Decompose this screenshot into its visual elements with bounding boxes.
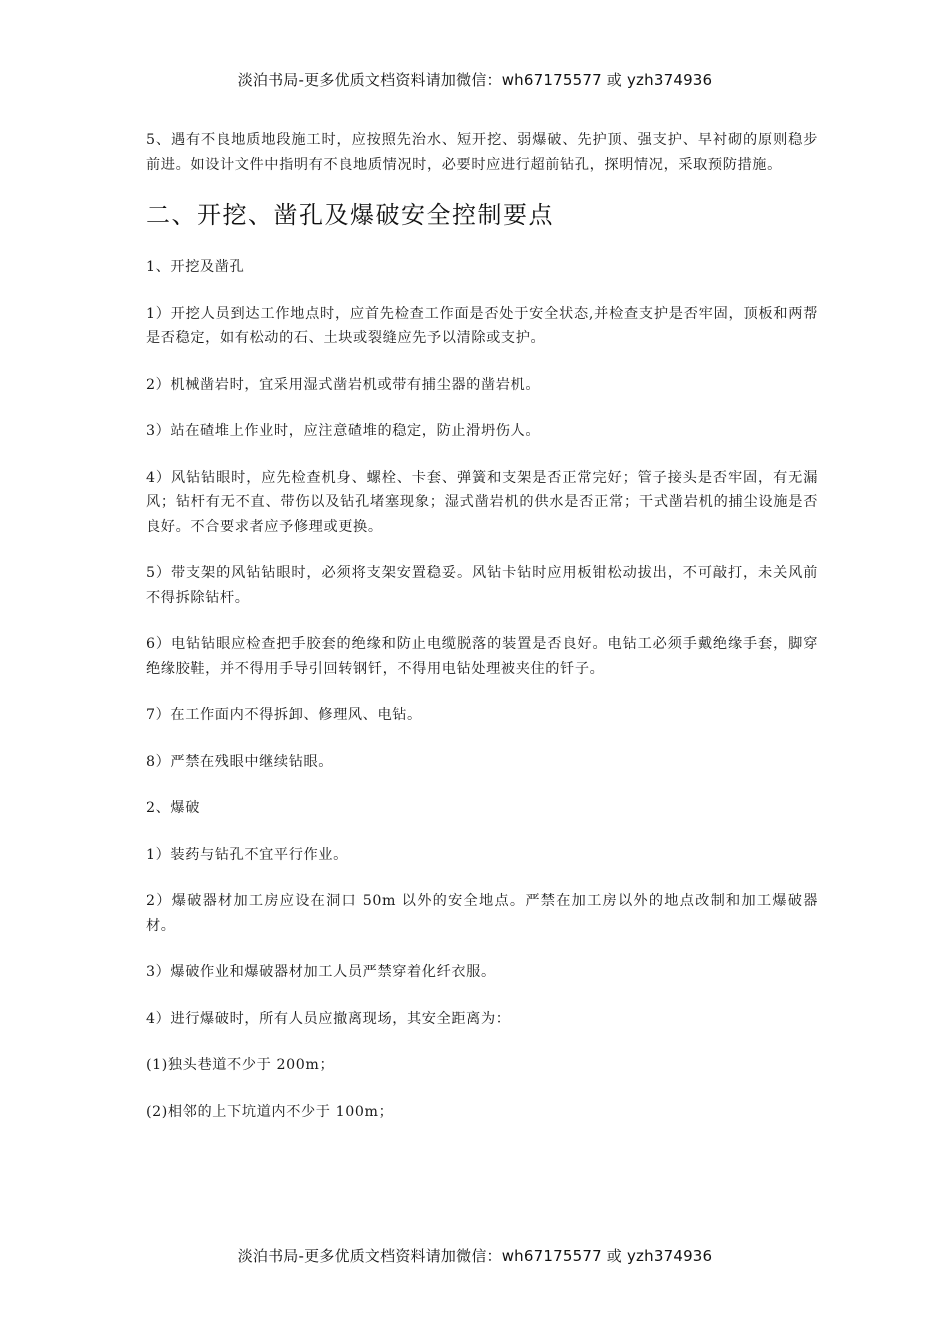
list-item: (1)独头巷道不少于 200m； (146, 1057, 335, 1073)
list-item: 4）进行爆破时，所有人员应撤离现场，其安全距离为： (146, 1010, 511, 1027)
header-watermark: 淡泊书局-更多优质文档资料请加微信：wh67175577 或 yzh374936 (237, 71, 713, 89)
list-item: 1）装药与钻孔不宜平行作业。 (146, 846, 348, 863)
list-item: 4）风钻钻眼时，应先检查机身、螺栓、卡套、弹簧和支架是否正常完好；管子接头是否牢固，有无漏风；钻杆有无不直、带伤以及钻孔堵塞现象；湿式凿岩机的供水是否正常；干式凿岩机的捕尘设施是否良好。不合要求者应予修理或更换。 (146, 469, 818, 535)
document-body (146, 128, 818, 1146)
list-item: 2）机械凿岩时，宜采用湿式凿岩机或带有捕尘器的凿岩机。 (146, 376, 541, 393)
list-item: 7）在工作面内不得拆卸、修理风、电钻。 (146, 707, 422, 723)
subsection-title-excavation: 1、开挖及凿孔 (146, 259, 245, 275)
list-item: (2)相邻的上下坑道内不少于 100m； (146, 1103, 394, 1120)
section-heading: 二、开挖、凿孔及爆破安全控制要点 (146, 201, 554, 229)
list-item: 8）严禁在残眼中继续钻眼。 (146, 753, 334, 770)
list-item: 3）站在碴堆上作业时，应注意碴堆的稳定，防止滑坍伤人。 (146, 423, 541, 439)
list-item: 6）电钻钻眼应检查把手胶套的绝缘和防止电缆脱落的装置是否良好。电钻工必须手戴绝缘手套，脚穿绝缘胶鞋，并不得用手导引回转钢钎，不得用电钻处理被夹住的钎子。 (146, 636, 818, 677)
list-item: 1）开挖人员到达工作地点时，应首先检查工作面是否处于安全状态,并检查支护是否牢固，顶板和两帮是否稳定，如有松动的石、土块或裂缝应先予以清除或支护。 (146, 305, 818, 346)
footer-watermark: 淡泊书局-更多优质文档资料请加微信：wh67175577 或 yzh374936 (237, 1247, 713, 1265)
list-item: 5）带支架的风钻钻眼时，必须将支架安置稳妥。风钻卡钻时应用板钳松动拔出，不可敲打，未关风前不得拆除钻杆。 (146, 565, 818, 606)
intro-paragraph: 5、遇有不良地质地段施工时，应按照先治水、短开挖、弱爆破、先护顶、强支护、早衬砌的原则稳步前进。如设计文件中指明有不良地质情况时，必要时应进行超前钻孔，探明情况，采取预防措施。 (146, 132, 818, 173)
list-item: 3）爆破作业和爆破器材加工人员严禁穿着化纤衣服。 (146, 964, 496, 980)
list-item: 2）爆破器材加工房应设在洞口 50m 以外的安全地点。严禁在加工房以外的地点改制和加工爆破器材。 (146, 893, 818, 934)
subsection-title-blasting: 2、爆破 (146, 800, 200, 816)
